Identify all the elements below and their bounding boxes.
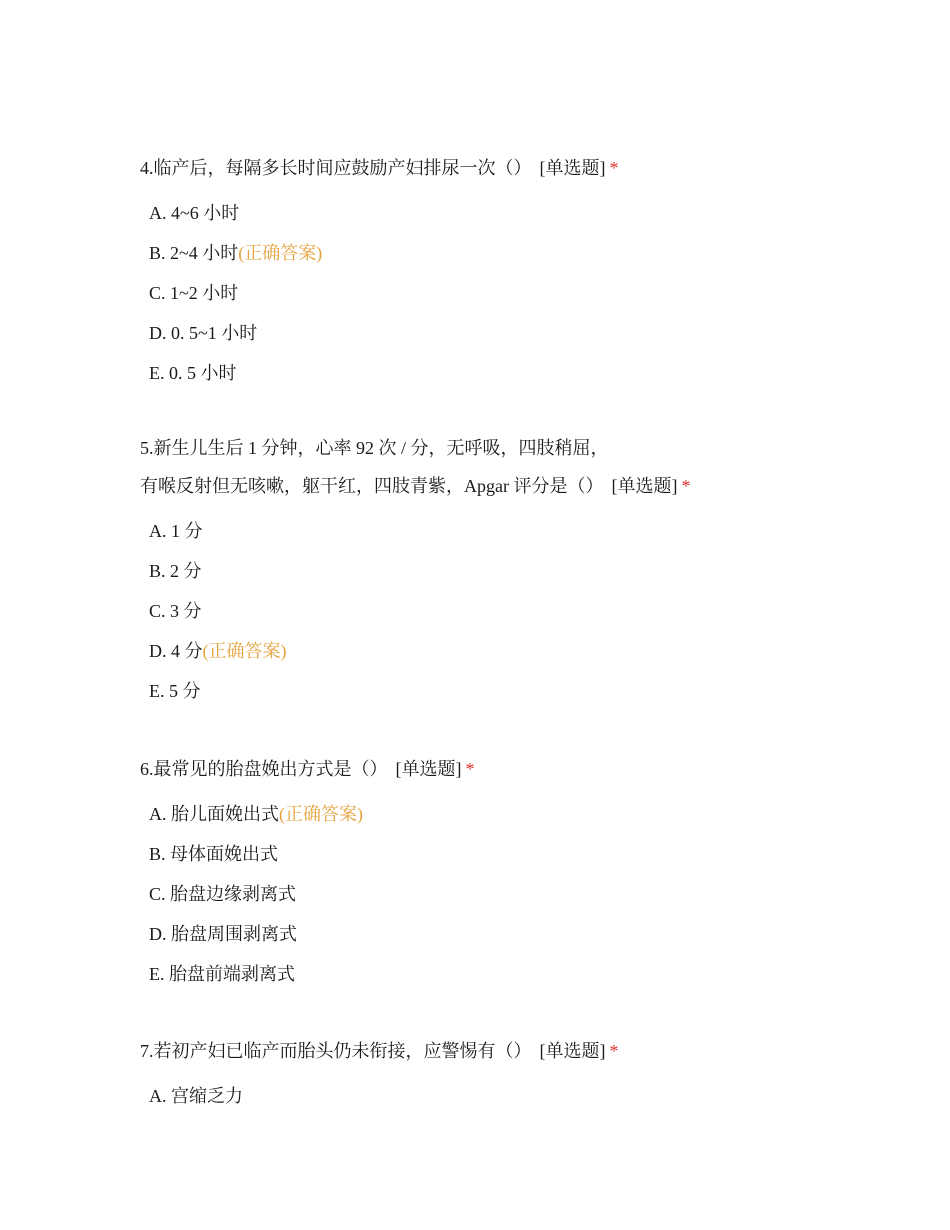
required-star: * bbox=[609, 158, 619, 178]
correct-answer-mark: (正确答案) bbox=[202, 641, 287, 661]
option-item[interactable] bbox=[149, 353, 860, 393]
option-item[interactable] bbox=[149, 834, 860, 874]
option-item[interactable] bbox=[149, 273, 860, 313]
option-list bbox=[140, 193, 860, 393]
required-star: * bbox=[465, 759, 475, 779]
option-label: A. 宫缩乏力 bbox=[149, 1086, 243, 1106]
option-item[interactable] bbox=[149, 954, 860, 994]
option-label: E. 5 分 bbox=[149, 681, 201, 701]
option-list bbox=[140, 511, 860, 711]
option-label: A. 1 分 bbox=[149, 521, 203, 541]
question-7 bbox=[140, 1032, 860, 1116]
required-star: * bbox=[681, 476, 691, 496]
option-label: A. 4~6 小时 bbox=[149, 203, 240, 223]
option-label: B. 2 分 bbox=[149, 561, 202, 581]
option-label: B. 2~4 小时 bbox=[149, 243, 239, 263]
required-star: * bbox=[609, 1041, 619, 1061]
option-item[interactable] bbox=[149, 874, 860, 914]
option-item[interactable] bbox=[149, 193, 860, 233]
question-5 bbox=[140, 429, 860, 711]
option-label: B. 母体面娩出式 bbox=[149, 844, 279, 864]
correct-answer-mark: (正确答案) bbox=[238, 243, 323, 263]
option-item[interactable] bbox=[149, 233, 860, 273]
option-item[interactable] bbox=[149, 631, 860, 671]
option-label: C. 1~2 小时 bbox=[149, 283, 239, 303]
option-label: D. 胎盘周围剥离式 bbox=[149, 924, 297, 944]
option-label: D. 4 分 bbox=[149, 641, 203, 661]
option-item[interactable] bbox=[149, 551, 860, 591]
question-title bbox=[140, 1032, 860, 1070]
question-4 bbox=[140, 149, 860, 393]
option-label: E. 0. 5 小时 bbox=[149, 363, 237, 383]
option-item[interactable] bbox=[149, 313, 860, 353]
question-title bbox=[140, 149, 860, 187]
option-item[interactable] bbox=[149, 914, 860, 954]
question-text: 4.临产后，每隔多长时间应鼓励产妇排尿一次（） bbox=[140, 158, 532, 178]
option-label: D. 0. 5~1 小时 bbox=[149, 323, 258, 343]
option-item[interactable] bbox=[149, 794, 860, 834]
option-item[interactable] bbox=[149, 1076, 860, 1116]
option-item[interactable] bbox=[149, 671, 860, 711]
question-title bbox=[140, 750, 860, 788]
question-title-line-2 bbox=[140, 467, 860, 505]
option-list bbox=[140, 794, 860, 994]
question-text: 有喉反射但无咳嗽，躯干红，四肢青紫，Apgar 评分是（） bbox=[140, 476, 604, 496]
option-item[interactable] bbox=[149, 511, 860, 551]
correct-answer-mark: (正确答案) bbox=[279, 804, 363, 824]
question-type: [单选题] bbox=[539, 1041, 606, 1061]
option-item[interactable] bbox=[149, 591, 860, 631]
option-label: C. 3 分 bbox=[149, 601, 202, 621]
question-type: [单选题] bbox=[395, 759, 462, 779]
question-text: 5.新生儿生后 1 分钟，心率 92 次 / 分，无呼吸，四肢稍屈， bbox=[140, 438, 609, 458]
question-6 bbox=[140, 750, 860, 994]
option-label: C. 胎盘边缘剥离式 bbox=[149, 884, 297, 904]
option-label: E. 胎盘前端剥离式 bbox=[149, 964, 295, 984]
question-type: [单选题] bbox=[539, 158, 606, 178]
question-text: 6.最常见的胎盘娩出方式是（） bbox=[140, 759, 388, 779]
option-label: A. 胎儿面娩出式 bbox=[149, 804, 279, 824]
option-list bbox=[140, 1076, 860, 1116]
question-type: [单选题] bbox=[611, 476, 678, 496]
question-text: 7.若初产妇已临产而胎头仍未衔接，应警惕有（） bbox=[140, 1041, 532, 1061]
question-title-line-1 bbox=[140, 429, 860, 467]
